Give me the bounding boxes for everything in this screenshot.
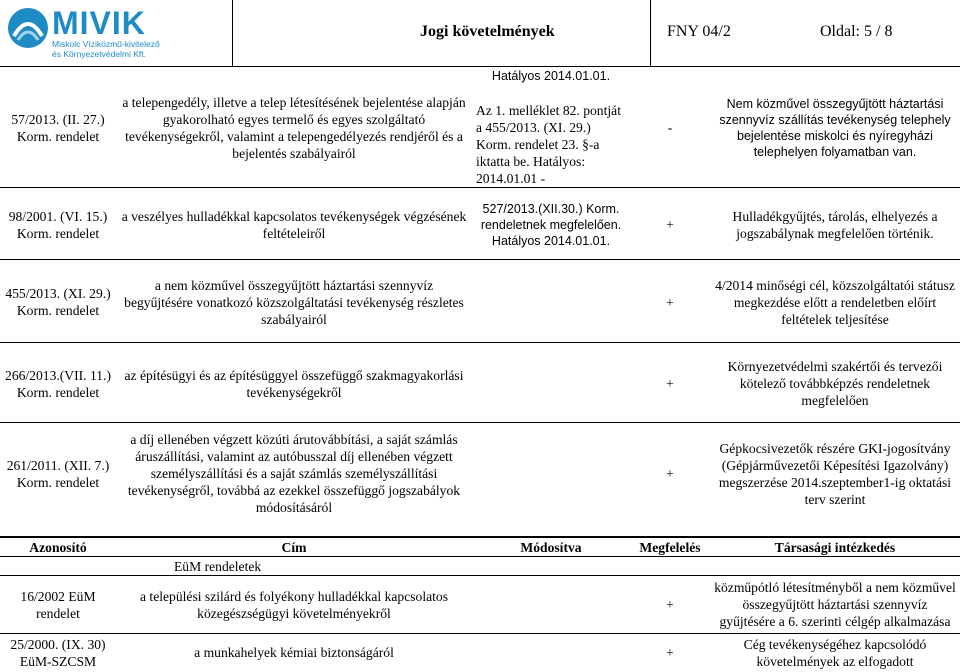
section-row: [0, 557, 960, 576]
regulation-modified: 527/2013.(XII.30.) Korm. rendeletnek megfelelően. Hatályos 2014.01.01.: [480, 201, 622, 248]
regulation-modified: [472, 68, 630, 188]
regulations-table: [0, 68, 960, 522]
eum-regulations-table: [0, 536, 960, 672]
header-bottom-rule: [0, 66, 960, 67]
company-action: Cég tevékenységéhez kapcsolódó követelmények az elfogadott: [743, 636, 927, 669]
regulation-title: a díj ellenében végzett közúti árutovábbítási, a saját számlás áruszállítási, valamint az autóbusszal díj ellenében végzett személyszállítási és a saját számlás személyszállítási tevékenységről, továbbá az ezekkel összefüggő jogszabályok módosításáról: [127, 432, 461, 515]
regulation-id: 261/2011. (XII. 7.) Korm. rendelet: [6, 457, 110, 490]
company-action: közműpótló létesítményből a nem közművel összegyűjtött háztartási szennyvíz gyűjtésére a 6. szerinti célgép alkalmazása: [710, 576, 960, 634]
compliance-mark: +: [666, 466, 674, 481]
logo-name: MIVIK: [52, 5, 146, 41]
document-header: [0, 0, 960, 68]
table-row: [0, 346, 960, 422]
company-action: Gépkocsivezetők részére GKI-jogosítvány (Gépjárművezetői Képesítési Igazolvány) megszerzése 2014.szeptember1-ig oktatási terv szerint: [718, 440, 952, 507]
table-row: [0, 191, 960, 259]
section-title: EüM rendeletek: [116, 557, 472, 576]
regulation-id: 98/2001. (VI. 15.) Korm. rendelet: [8, 208, 108, 241]
compliance-mark: +: [666, 294, 674, 310]
column-header-title: Cím: [116, 537, 472, 557]
column-header-id: Azonosító: [0, 537, 116, 557]
regulation-effective-date: Hatályos 2014.01.01.: [491, 69, 611, 83]
column-header-modified: Módosítva: [472, 537, 630, 557]
document-code: FNY 04/2: [667, 23, 731, 40]
regulation-title: a telepengedély, illetve a telep létesítésének bejelentése alapján gyakorolható egyes termelő és egyes szolgáltató tevékenységekről, valamint a telepengedélyezés rendjéről és a bejelentés szabályairól: [122, 94, 466, 161]
compliance-mark: +: [666, 645, 674, 661]
compliance-mark: -: [667, 120, 673, 135]
regulation-title: a nem közművel összegyűjtött háztartási szennyvíz begyűjtésére vonatkozó közszolgáltatási tevékenység részletes szabályairól: [124, 277, 464, 327]
table-row: [0, 576, 960, 634]
table-row: [0, 263, 960, 343]
table-row: [0, 634, 960, 672]
compliance-mark: +: [666, 376, 674, 392]
compliance-mark: +: [666, 217, 674, 233]
logo-subtitle-line-1: Miskolc Víziközmű-kivitelező: [52, 39, 160, 49]
company-action: Nem közművel összegyűjtött háztartási szennyvíz szállítás tevékenység telephely bejelentése miskolci és nyíregyházi telephelyen folyamatban van.: [719, 96, 951, 159]
regulation-id: 266/2013.(VII. 11.) Korm. rendelet: [5, 367, 111, 400]
column-header-action: Társasági intézkedés: [710, 537, 960, 557]
document-title: Jogi követelmények: [420, 23, 555, 40]
company-action: Hulladékgyűjtés, tárolás, elhelyezés a jogszabálynak megfelelően történik.: [732, 208, 938, 241]
company-action: Környezetvédelmi szakértői és tervezői kötelező továbbképzés rendeletnek megfelelően: [727, 359, 943, 409]
table-header-row: [0, 537, 960, 557]
regulation-id: 25/2000. (IX. 30) EüM-SZCSM: [10, 636, 106, 669]
page-number: Oldal: 5 / 8: [820, 23, 893, 40]
regulation-modified: [472, 346, 630, 422]
logo-subtitle: [52, 40, 222, 59]
regulation-id: 455/2013. (XI. 29.) Korm. rendelet: [5, 286, 111, 319]
header-divider: [650, 0, 651, 66]
regulation-modified: [472, 634, 630, 672]
regulation-title: a veszélyes hulladékkal kapcsolatos tevékenységek végzésének feltételeiről: [121, 208, 467, 241]
logo-subtitle-line-2: és Környezetvédelmi Kft.: [52, 48, 147, 59]
company-logo: [6, 4, 226, 62]
header-divider: [232, 0, 233, 66]
regulation-title: az építésügyi és az építésüggyel összefüggő szakmagyakorlási tevékenységekről: [124, 367, 464, 400]
logo-mark-icon: [6, 6, 50, 50]
regulation-modification-note: Az 1. melléklet 82. pontját a 455/2013. (XI. 29.) Korm. rendelet 23. §-a iktatta be. Hatályos: 2014.01.01 -: [476, 103, 621, 186]
regulation-id: 57/2013. (II. 27.) Korm. rendelet: [11, 111, 105, 144]
regulation-modified: [472, 426, 630, 522]
table-row: [0, 426, 960, 522]
regulation-title: a települési szilárd és folyékony hulladékkal kapcsolatos közegészségügyi követelményekről: [116, 576, 472, 634]
regulation-title: a munkahelyek kémiai biztonságáról: [194, 645, 394, 661]
regulation-id: 16/2002 EüM rendelet: [0, 576, 116, 634]
company-action: 4/2014 minőségi cél, közszolgáltatói státusz megkezdése előtt a rendeletben előírt feltételek teljesítése: [715, 277, 955, 327]
table-row: [0, 68, 960, 188]
compliance-mark: +: [630, 576, 710, 634]
column-header-compliance: Megfelelés: [630, 537, 710, 557]
regulation-modified: [472, 576, 630, 634]
regulation-modified: [472, 263, 630, 343]
